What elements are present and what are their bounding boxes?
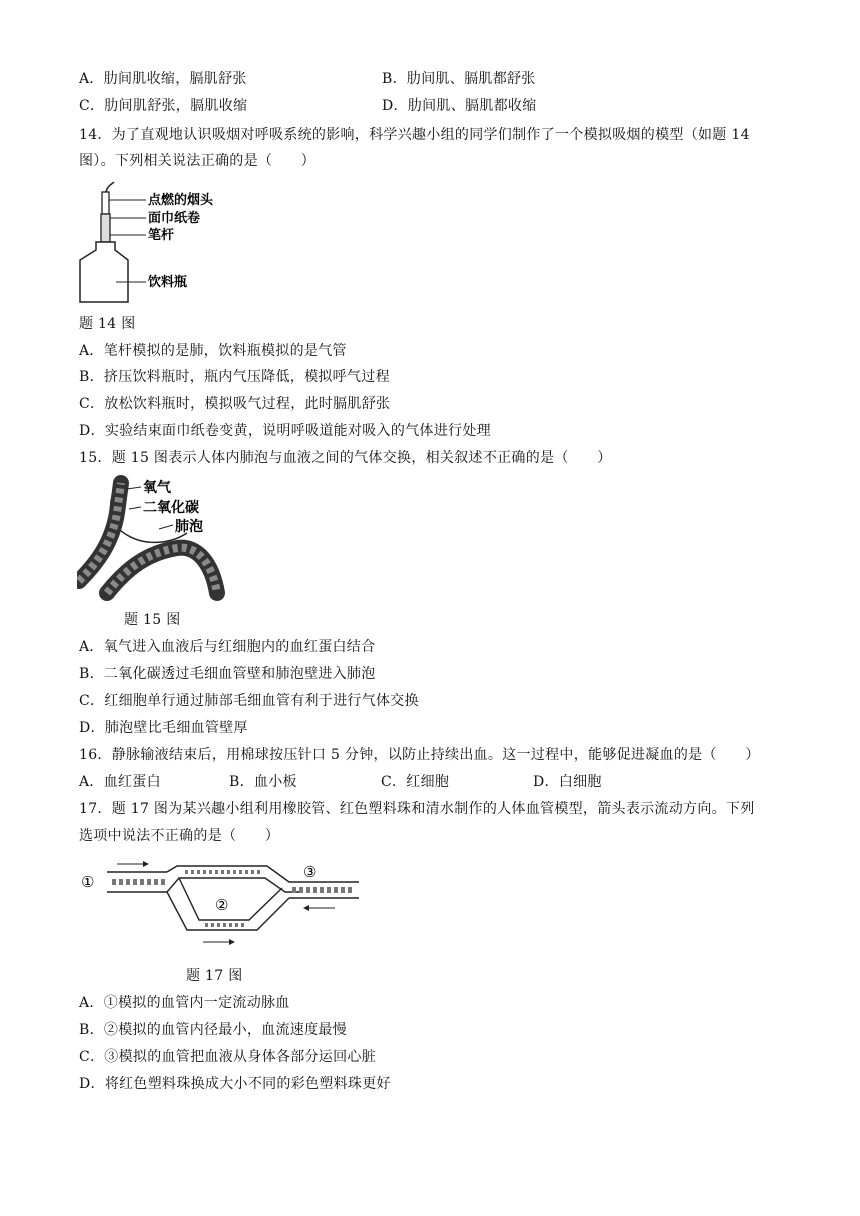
capillary-left — [79, 483, 121, 581]
q15-label-oxygen: 氧气 — [143, 480, 171, 496]
q16-option-d: D．白细胞 — [533, 774, 602, 790]
q14-figure-smoking-model — [76, 178, 236, 306]
q16-stem: 16．静脉输液结束后，用棉球按压针口 5 分钟，以防止持续出血。这一过程中，能够促进凝血的是（ ） — [79, 747, 760, 763]
q17-label-3: ③ — [303, 863, 317, 881]
q15-option-d: D．肺泡壁比毛细血管壁厚 — [79, 720, 248, 736]
q17-option-b: B．②模拟的血管内径最小，血流速度最慢 — [79, 1022, 347, 1038]
q15-label-co2: 二氧化碳 — [143, 500, 199, 516]
q14-caption: 题 14 图 — [79, 316, 136, 332]
lower-branch-inner — [179, 878, 282, 920]
q14-option-b: B．挤压饮料瓶时，瓶内气压降低，模拟呼气过程 — [79, 369, 390, 385]
q17-stem-line-2: 选项中说法不正确的是（ ） — [79, 828, 280, 844]
q14-stem-line-1: 14．为了直观地认识吸烟对呼吸系统的影响，科学兴趣小组的同学们制作了一个模拟吸烟的模型（如题 14 — [79, 127, 750, 143]
q15-label-alveolus: 肺泡 — [175, 519, 203, 535]
q16-option-b: B．血小板 — [229, 774, 297, 790]
q14-option-a: A．笔杆模拟的是肺，饮料瓶模拟的是气管 — [79, 343, 347, 359]
q17-option-d: D．将红色塑料珠换成大小不同的彩色塑料珠更好 — [79, 1076, 391, 1092]
q14-stem-line-2: 图）。下列相关说法正确的是（ ） — [79, 153, 316, 169]
q16-option-a: A．血红蛋白 — [79, 774, 161, 790]
q14-label-tissue: 面巾纸卷 — [148, 211, 201, 226]
bottle-shape — [80, 242, 128, 302]
q13-option-c: C．肋间肌舒张，膈肌收缩 — [79, 98, 248, 114]
leader-alveolus — [159, 525, 173, 529]
cigarette — [102, 192, 109, 214]
q17-figure-vessel-model — [77, 858, 362, 950]
q13-option-a: A．肋间肌收缩，膈肌舒张 — [79, 71, 247, 87]
pen-shaft — [101, 214, 110, 242]
arrow-1-head — [143, 861, 149, 867]
q15-option-c: C．红细胞单行通过肺部毛细血管有利于进行气体交换 — [79, 693, 419, 709]
q17-caption: 题 17 图 — [186, 968, 243, 984]
leader-oxygen — [127, 487, 141, 489]
q14-option-c: C．放松饮料瓶时，模拟吸气过程，此时膈肌舒张 — [79, 396, 391, 412]
q17-option-a: A．①模拟的血管内一定流动脉血 — [79, 995, 290, 1011]
smoke-line — [106, 182, 114, 192]
leader-co2 — [129, 507, 141, 509]
arrow-3-head — [303, 905, 309, 911]
arrow-2-head — [229, 939, 235, 945]
q15-figure-alveolus — [77, 473, 237, 603]
q14-option-d: D．实验结束面巾纸卷变黄，说明呼吸道能对吸入的气体进行处理 — [79, 423, 491, 439]
q15-option-b: B．二氧化碳透过毛细血管壁和肺泡壁进入肺泡 — [79, 666, 376, 682]
q15-stem: 15．题 15 图表示人体内肺泡与血液之间的气体交换，相关叙述不正确的是（ ） — [79, 450, 612, 466]
q17-label-2: ② — [215, 896, 229, 914]
q17-label-1: ① — [81, 873, 95, 891]
q13-option-d: D．肋间肌、膈肌都收缩 — [382, 98, 537, 114]
q17-stem-line-1: 17．题 17 图为某兴趣小组利用橡胶管、红色塑料珠和清水制作的人体血管模型，箭头表示流动方向。下列 — [79, 801, 755, 817]
q17-option-c: C．③模拟的血管把血液从身体各部分运回心脏 — [79, 1049, 377, 1065]
q14-label-bottle: 饮料瓶 — [148, 275, 188, 290]
q14-label-cigarette: 点燃的烟头 — [148, 193, 214, 208]
upper-branch-inner — [167, 878, 302, 892]
q13-option-b: B．肋间肌、膈肌都舒张 — [382, 71, 536, 87]
q15-option-a: A．氧气进入血液后与红细胞内的血红蛋白结合 — [79, 639, 376, 655]
q14-label-pen: 笔杆 — [148, 228, 175, 243]
q15-caption: 题 15 图 — [124, 612, 181, 628]
q16-option-c: C．红细胞 — [381, 774, 450, 790]
